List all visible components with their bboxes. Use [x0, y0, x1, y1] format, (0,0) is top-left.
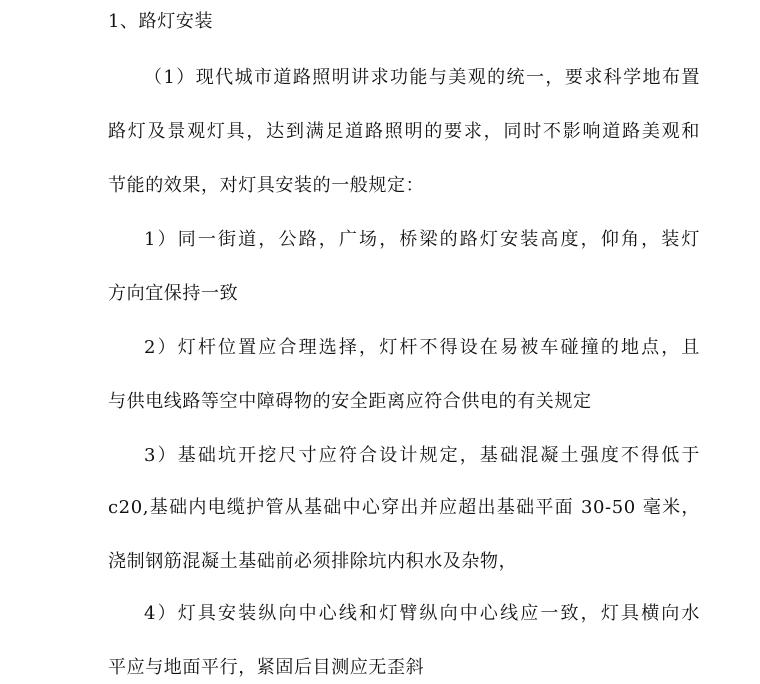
paragraph-line: （1）现代城市道路照明讲求功能与美观的统一，要求科学地布置 [144, 67, 700, 88]
paragraph-line: 节能的效果，对灯具安装的一般规定： [108, 175, 425, 196]
list-item-line: 1）同一街道，公路，广场，桥梁的路灯安装高度，仰角，装灯 [144, 229, 700, 250]
paragraph-line: 路灯及景观灯具，达到满足道路照明的要求，同时不影响道路美观和 [108, 121, 700, 142]
list-item-line: 3）基础坑开挖尺寸应符合设计规定，基础混凝土强度不得低于 [144, 445, 700, 466]
list-item-line: c20,基础内电缆护管从基础中心穿出并应超出基础平面 30-50 毫米， [108, 497, 700, 518]
section-heading: 1、路灯安装 [108, 11, 214, 32]
list-item-line: 2）灯杆位置应合理选择，灯杆不得设在易被车碰撞的地点，且 [144, 337, 700, 358]
list-item-line: 与供电线路等空中障碍物的安全距离应符合供电的有关规定 [108, 391, 592, 412]
list-item-line: 平应与地面平行，紧固后目测应无歪斜 [108, 657, 425, 678]
list-item-line: 方向宜保持一致 [108, 283, 239, 304]
list-item-line: 4）灯具安装纵向中心线和灯臂纵向中心线应一致，灯具横向水 [144, 603, 700, 624]
list-item-line: 浇制钢筋混凝土基础前必须排除坑内积水及杂物， [108, 551, 518, 572]
